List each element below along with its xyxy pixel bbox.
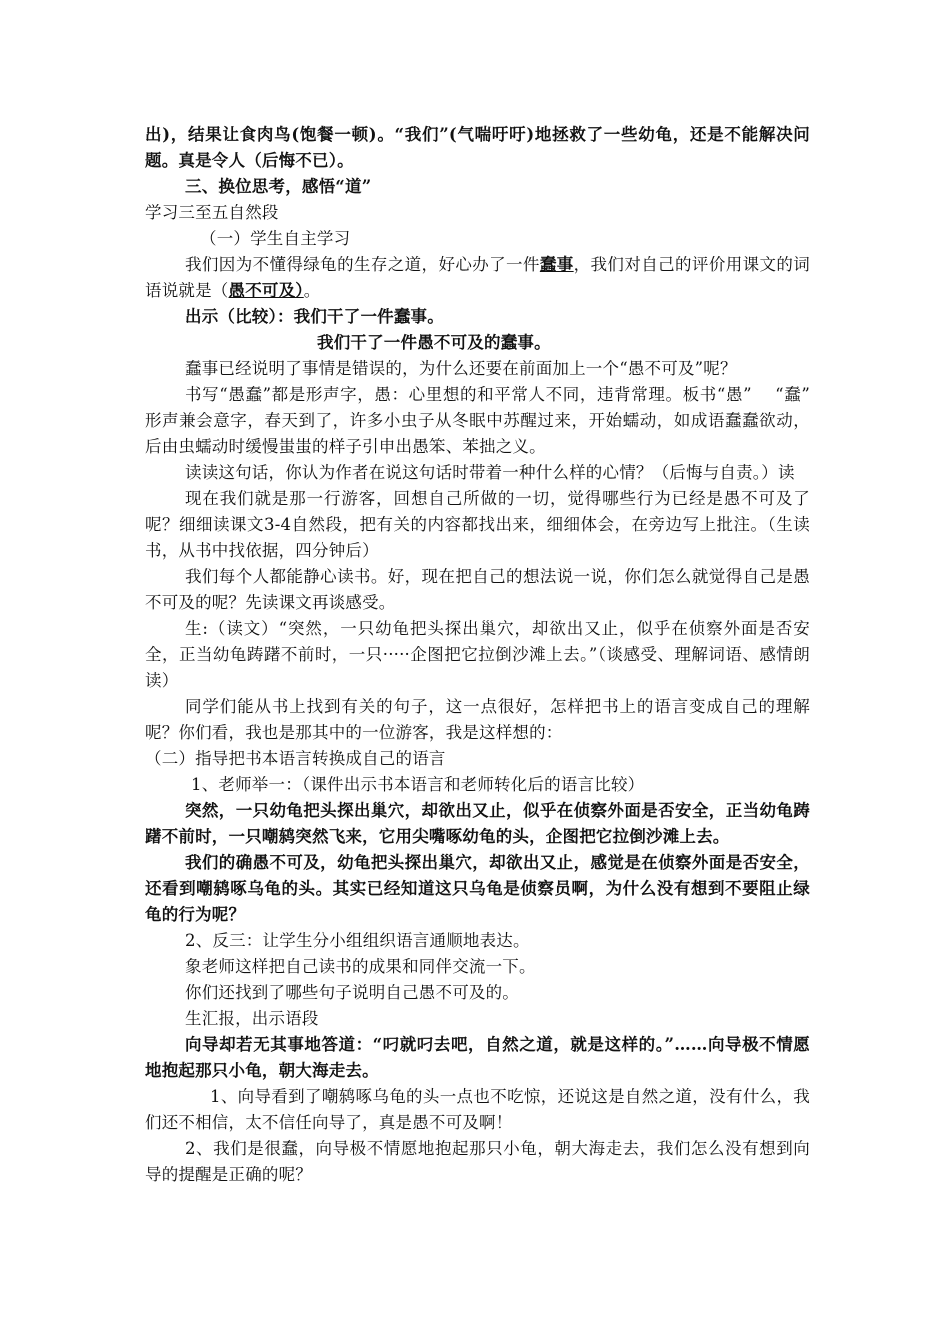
paragraph-foolish-deed: 我们因为不懂得绿龟的生存之道，好心办了一件蠢事，我们对自己的评价用课文的词语说就是（愚不可及）。	[145, 255, 810, 300]
paragraph-transition: 同学们能从书上找到有关的句子，这一点很好，怎样把书上的语言变成自己的理解呢？你们看，我也是那其中的一位游客，我是这样想的：	[145, 697, 810, 742]
bold-converted-text: 我们的确愚不可及，幼龟把头探出巢穴，却欲出又止，感觉是在侦察外面是否安全，还看到嘲鸫啄乌龟的头。其实已经知道这只乌龟是侦察员啊，为什么没有想到不要阻止绿龟的行为呢？	[145, 853, 810, 924]
item-example: 1、老师举一：（课件出示书本语言和老师转化后的语言比较）	[191, 775, 645, 794]
section-heading-3: 三、换位思考，感悟“道”	[185, 177, 372, 196]
bold-guide-text: 向导却若无其事地答道：“叼就叼去吧，自然之道，就是这样的。”……向导极不情愿地抱起那只小龟，朝大海走去。	[145, 1035, 810, 1080]
paragraph-exchange: 象老师这样把自己读书的成果和同伴交流一下。	[185, 957, 536, 976]
subheading-1: （一）学生自主学习	[200, 229, 351, 248]
paragraph-report: 生汇报，出示语段	[185, 1009, 319, 1028]
document-page	[145, 122, 810, 1188]
bold-original-text: 突然，一只幼龟把头探出巢穴，却欲出又止，似乎在侦察外面是否安全，正当幼龟踌躇不前时，一只嘲鸫突然飞来，它用尖嘴啄幼龟的头，企图把它拉倒沙滩上去。	[145, 801, 810, 846]
paragraph-question: 蠢事已经说明了事情是错误的，为什么还要在前面加上一个“愚不可及”呢？	[185, 359, 737, 378]
item-group: 2、反三：让学生分小组组织语言通顺地表达。	[185, 931, 530, 950]
paragraph-share: 我们每个人都能静心读书。好，现在把自己的想法说一说，你们怎么就觉得自己是愚不可及的呢？先读课文再谈感受。	[145, 567, 810, 612]
paragraph-recall: 现在我们就是那一行游客，回想自己所做的一切，觉得哪些行为已经是愚不可及了呢？细细读课文3-4自然段，把有关的内容都找出来，细细体会，在旁边写上批注。（生读书，从书中找依据，四分钟后）	[145, 489, 810, 560]
paragraph-read: 读读这句话，你认为作者在说这句话时带着一种什么样的心情？（后悔与自责。）读	[185, 463, 795, 482]
show-compare-1: 出示（比较）：我们干了一件蠢事。	[185, 307, 444, 326]
subheading-2: （二）指导把书本语言转换成自己的语言	[145, 749, 446, 768]
paragraph-writing: 书写“愚蠢”都是形声字，愚：心里想的和平常人不同，违背常理。板书“愚” “蠢” 形声兼会意字，春天到了，许多小虫子从冬眠中苏醒过来，开始蠕动，如成语蠢蠢欲动，后由虫蠕动时缓慢蚩蚩的样子引申出愚笨、苯拙之义。	[145, 385, 810, 456]
study-line: 学习三至五自然段	[145, 203, 279, 222]
response-1: 1、向导看到了嘲鸫啄乌龟的头一点也不吃惊，还说这是自然之道，没有什么，我们还不相信，太不信任向导了，真是愚不可及啊！	[145, 1087, 810, 1132]
paragraph-find: 你们还找到了哪些句子说明自己愚不可及的。	[185, 983, 519, 1002]
paragraph-student-read: 生:（读文）“突然，一只幼龟把头探出巢穴，却欲出又止，似乎在侦察外面是否安全，正当幼龟踌躇不前时，一只·····企图把它拉倒沙滩上去。”（谈感受、理解词语、感情朗读）	[145, 619, 810, 690]
highlight-word: 蠢事	[539, 255, 574, 274]
paragraph-intro: 出)，结果让食肉鸟(饱餐一顿)。“我们”(气喘吁吁)地拯救了一些幼龟，还是不能解决问题。真是令人（后悔不已）。	[145, 125, 810, 170]
show-compare-2: 我们干了一件愚不可及的蠢事。	[317, 333, 551, 352]
response-2: 2、我们是很蠢，向导极不情愿地抱起那只小龟，朝大海走去，我们怎么没有想到向导的提醒是正确的呢？	[145, 1139, 810, 1184]
answer-phrase: 愚不可及）	[228, 281, 304, 300]
